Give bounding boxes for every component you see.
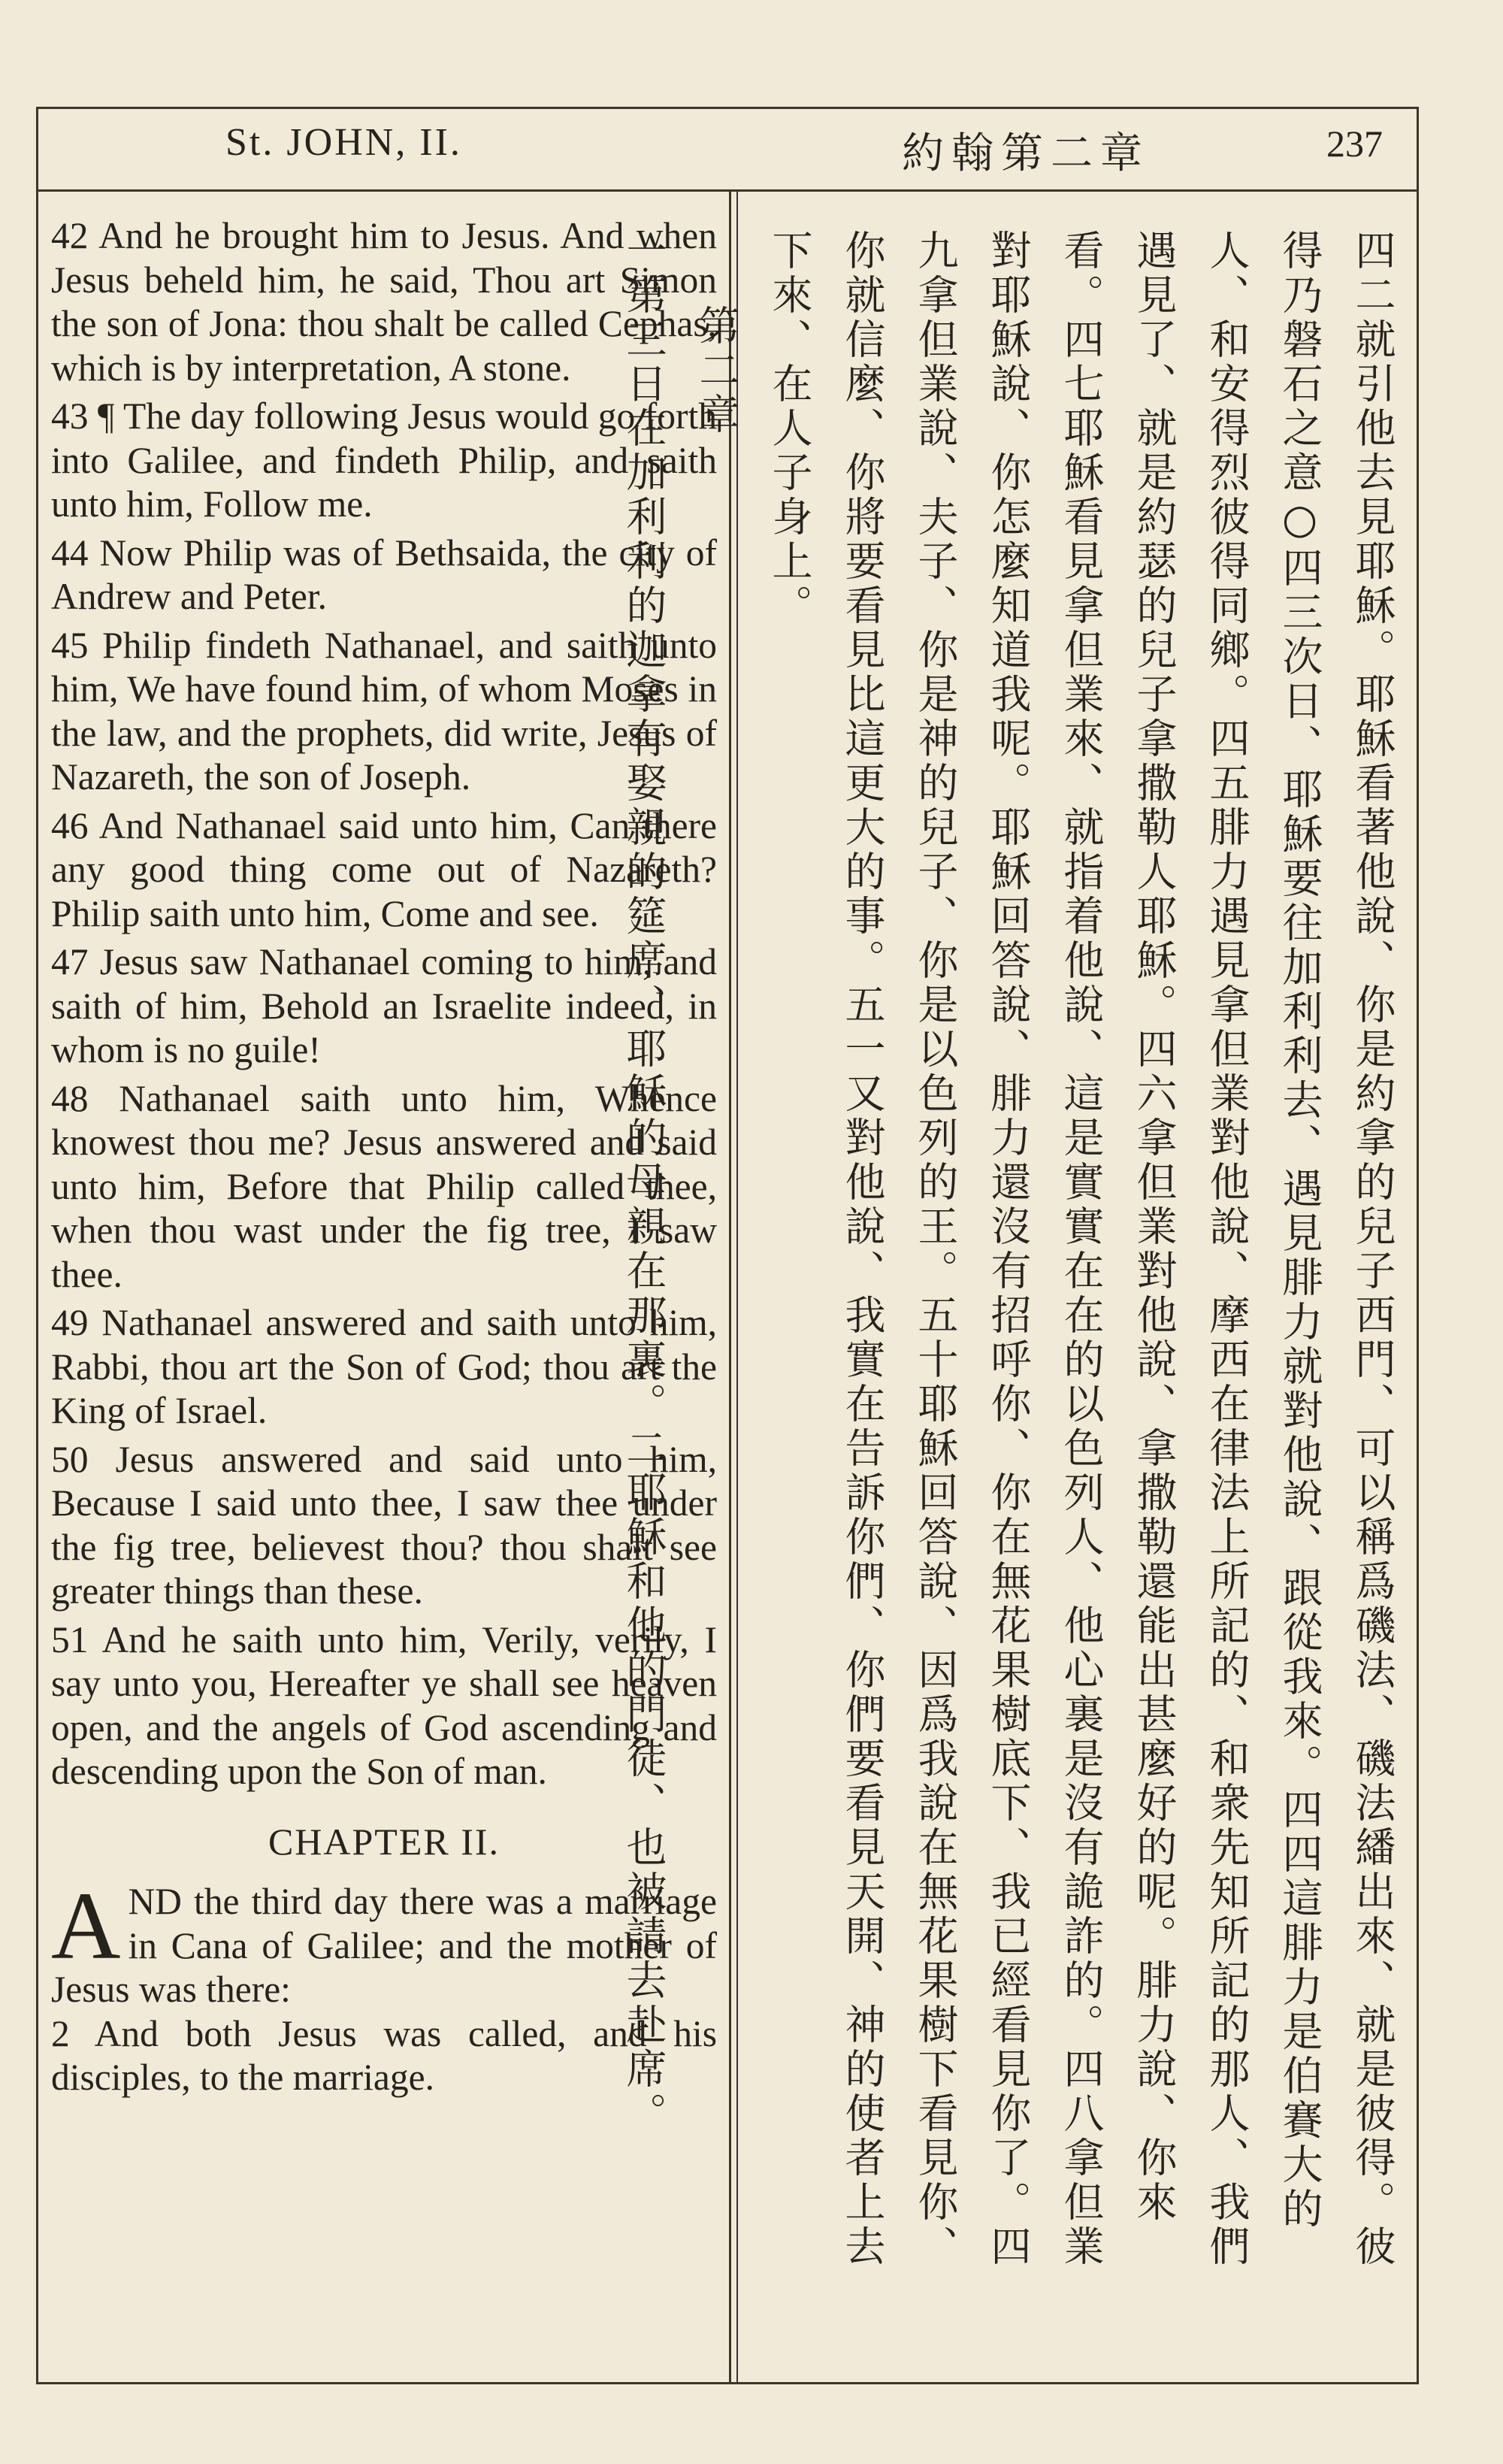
verse-42: 42 And he brought him to Jesus. And when Jesus beheld him, he said, Thou art Simon the son of Jona: thou shalt be called Cephas, which is by interpretation, A stone. [51, 215, 717, 389]
verse-43: 43 ¶ The day following Jesus would go forth into Galilee, and findeth Philip, and saith unto him, Follow me. [51, 395, 717, 525]
chinese-column [620, 229, 1409, 2311]
page-number: 237 [1326, 123, 1383, 165]
chapter-verse-1-text: ND the third day there was a marriage in Cana of Galilee; and the mother of Jesus was there: [51, 1881, 717, 2010]
chinese-text-ch1: 四二就引他去見耶穌。耶穌看著他說、你是約拿的兒子西門、可以稱爲磯法、磯法繙出來、就是彼得。彼得乃磐石之意○四三次日、耶穌要往加利利去、遇見腓力就對他說、跟從我來。四四這腓力是伯賽大的人、和安得烈彼得同鄉。四五腓力遇見拿但業對他說、摩西在律法上所記的、和衆先知所記的那人、我們遇見了、就是約瑟的兒子拿撒勒人耶穌。四六拿但業對他說、拿撒勒還能出甚麼好的呢。腓力說、你來看。四七耶穌看見拿但業來、就指着他說、這是實實在在的以色列人、他心裏是沒有詭詐的。四八拿但業對耶穌說、你怎麼知道我呢。耶穌回答說、腓力還沒有招呼你、你在無花果樹底下、我已經看見你了。四九拿但業說、夫子、你是神的兒子、你是以色列的王。五十耶穌回答說、因爲我說在無花果樹下看見你、你就信麼、你將要看見比這更大的事。五一又對他說、我實在告訴你們、你們要看見天開、神的使者上去下來、在人子身上。 [766, 229, 1396, 2269]
verse-45: 45 Philip findeth Nathanael, and saith unto him, We have found him, of whom Moses in the law, and the prophets, did write, Jesus of Nazareth, the son of Joseph. [51, 624, 717, 798]
running-title-chinese: 約翰第二章 [902, 129, 1150, 178]
verse-49: 49 Nathanael answered and saith unto him, Rabbi, thou art the Son of God; thou art the King of Israel. [51, 1302, 717, 1431]
chinese-chapter-heading: 第二章 [693, 304, 740, 437]
chinese-text-ch2: 一第三日在加利利的迦拿有娶親的筵席、耶穌的母親在那裏。二耶穌和他的門徒、也被請去赴席。 [620, 229, 667, 2136]
header-rule [36, 189, 1419, 192]
verse-51: 51 And he saith unto him, Verily, verily, I say unto you, Hereafter ye shall see heaven open, and the angels of God ascending and descending upon the Son of man. [51, 1618, 717, 1792]
running-title-english: St. JOHN, II. [225, 121, 462, 164]
verse-48: 48 Nathanael saith unto him, Whence knowest thou me? Jesus answered and said unto him, Before that Philip called thee, when thou wast under the fig tree, I saw thee. [51, 1077, 717, 1295]
chapter-heading: CHAPTER II. [268, 1820, 500, 1863]
verse-46: 46 And Nathanael said unto him, Can there any good thing come out of Nazareth? Philip saith unto him, Come and see. [51, 804, 717, 934]
verse-50: 50 Jesus answered and said unto him, Because I said unto thee, I saw thee under the fig tree, believest thou? thou shalt see greater things than these. [51, 1438, 717, 1612]
drop-cap: A [51, 1872, 121, 1979]
verse-44: 44 Now Philip was of Bethsaida, the city of Andrew and Peter. [51, 531, 717, 617]
chapter-verse-2: 2 And both Jesus was called, and his disciples, to the marriage. [51, 2012, 717, 2098]
verse-47: 47 Jesus saw Nathanael coming to him, and saith of him, Behold an Israelite indeed, in whom is no guile! [51, 941, 717, 1070]
